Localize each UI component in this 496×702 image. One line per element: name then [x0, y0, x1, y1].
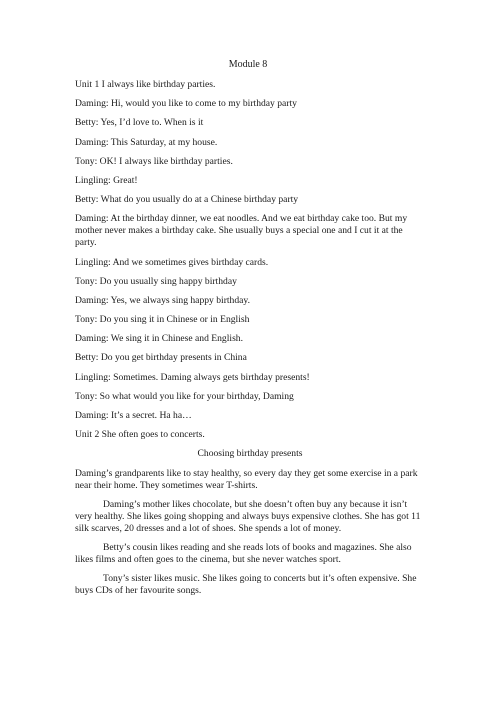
- text-line: Daming: This Saturday, at my house.: [75, 136, 218, 148]
- text-line: Daming: At the birthday dinner, we eat noodles. And we eat birthday cake too. But my mother never makes a birthday cake. She usually buys a special one and I cut it at the party.: [75, 213, 408, 249]
- text-line: Daming’s mother likes chocolate, but she doesn’t often buy any because it isn’t very healthy. She likes going shopping and always buys expensive clothes. She has got 11 silk scarves, 20 dresses and a lot of shoes. She spends a lot of money.: [75, 498, 421, 534]
- page-title: Module 8: [228, 59, 268, 70]
- document-body: [75, 79, 425, 604]
- text-line: Choosing birthday presents: [197, 448, 303, 460]
- text-line: Betty’s cousin likes reading and she reads lots of books and magazines. She also likes films and often goes to the cinema, but she never watches sport.: [75, 541, 412, 565]
- text-line: Lingling: Great!: [75, 174, 138, 186]
- text-line: Tony: OK! I always like birthday parties.: [75, 155, 233, 167]
- text-line: Daming’s grandparents like to stay healthy, so every day they get some exercise in a park near their home. They sometimes wear T-shirts.: [75, 467, 418, 491]
- text-line: Daming: We sing it in Chinese and English.: [75, 333, 243, 345]
- text-line: Daming: It’s a secret. Ha ha…: [75, 410, 192, 421]
- text-line: Tony: Do you usually sing happy birthday: [75, 275, 237, 287]
- text-line: Betty: Yes, I’d love to. When is it: [75, 117, 204, 129]
- text-line: Tony: Do you sing it in Chinese or in English: [75, 314, 250, 326]
- text-line: Tony: So what would you like for your birthday, Daming: [75, 390, 294, 402]
- text-line: Unit 1 I always like birthday parties.: [75, 79, 216, 90]
- text-line: Daming: Yes, we always sing happy birthday.: [75, 294, 250, 306]
- text-line: Lingling: And we sometimes gives birthday cards.: [75, 256, 269, 268]
- text-line: Daming: Hi, would you like to come to my birthday party: [75, 98, 297, 110]
- text-line: Lingling: Sometimes. Daming always gets birthday presents!: [75, 371, 310, 383]
- text-line: Unit 2 She often goes to concerts.: [75, 429, 205, 441]
- text-line: Tony’s sister likes music. She likes going to concerts but it’s often expensive. She buys CDs of her favourite songs.: [75, 573, 417, 597]
- text-line: Betty: Do you get birthday presents in China: [75, 352, 247, 364]
- text-line: Betty: What do you usually do at a Chinese birthday party: [75, 194, 299, 206]
